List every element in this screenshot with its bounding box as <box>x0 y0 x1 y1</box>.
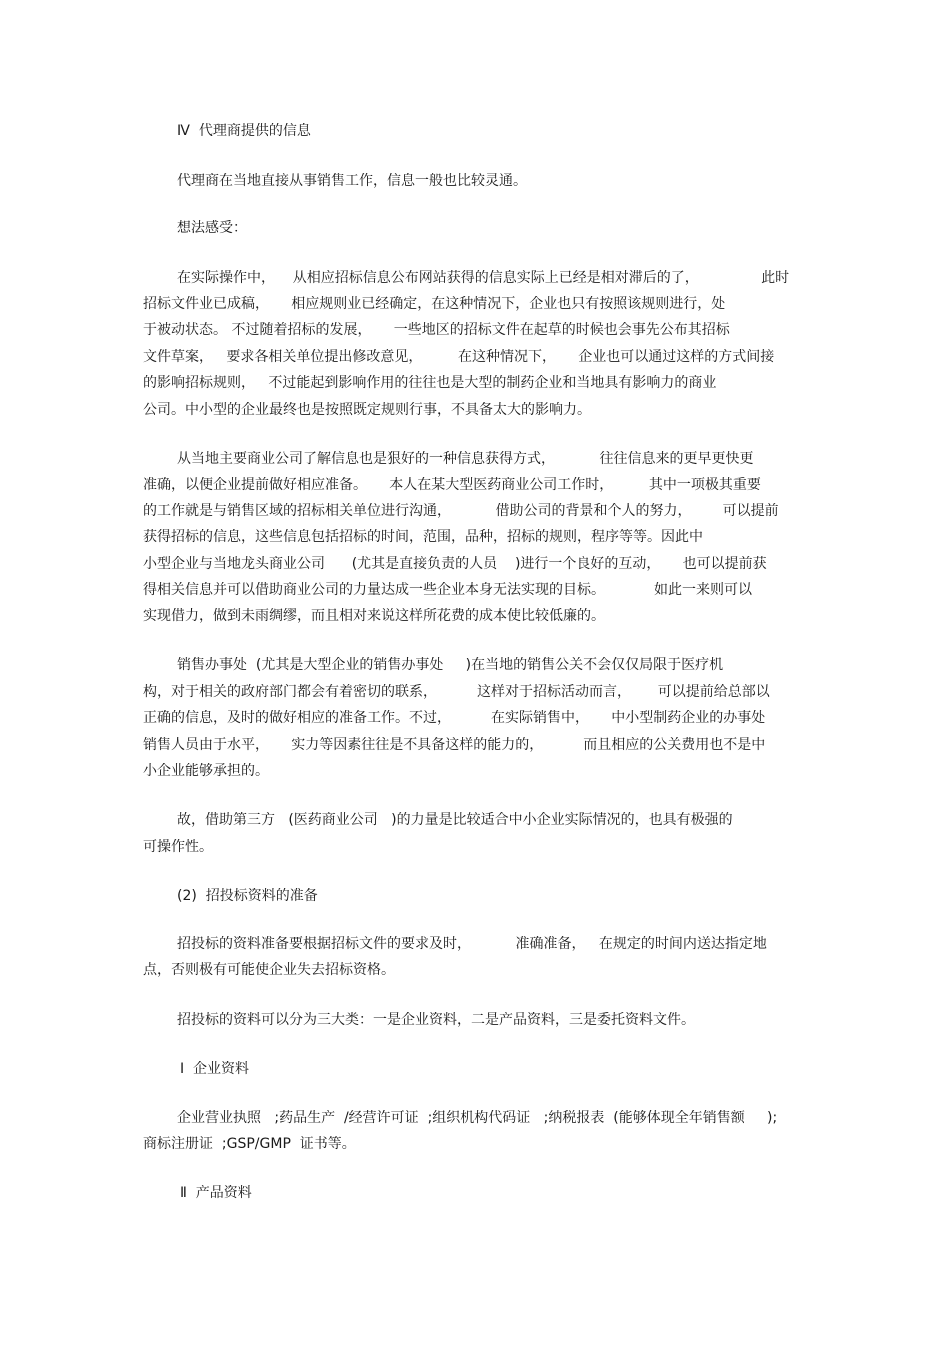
paragraph-line: 故，借助第三方 (医药商业公司 )的力量是比较适合中小企业实际情况的，也具有极强的 <box>177 812 733 828</box>
section-heading-company-docs: Ⅰ 企业资料 <box>180 1061 250 1077</box>
paragraph-line: 于被动状态。 不过随着招标的发展， 一些地区的招标文件在起草的时候也会事先公布其招标 <box>143 322 730 338</box>
paragraph-line: 构，对于相关的政府部门都会有着密切的联系， 这样对于招标活动而言， 可以提前给总部以 <box>143 684 770 700</box>
paragraph-line: 招标文件业已成稿， 相应规则业已经确定，在这种情况下，企业也只有按照该规则进行，处 <box>143 296 726 312</box>
paragraph-line: 从当地主要商业公司了解信息也是狠好的一种信息获得方式， 往往信息来的更早更快更 <box>177 451 754 467</box>
section-heading-agent-info: Ⅳ 代理商提供的信息 <box>177 123 311 139</box>
paragraph-line: 的影响招标规则， 不过能起到影响作用的往往也是大型的制药企业和当地具有影响力的商业 <box>143 375 717 391</box>
paragraph-line: 文件草案， 要求各相关单位提出修改意见， 在这种情况下， 企业也可以通过这样的方式间接 <box>143 349 775 365</box>
section-heading-bid-docs: (2) 招投标资料的准备 <box>177 888 318 904</box>
section-heading-product-docs: Ⅱ 产品资料 <box>180 1185 252 1201</box>
paragraph-line: 小企业能够承担的。 <box>143 763 269 779</box>
paragraph-bid-categories: 招投标的资料可以分为三大类：一是企业资料，二是产品资料，三是委托资料文件。 <box>177 1012 695 1028</box>
paragraph-line: 企业营业执照 ;药品生产 /经营许可证 ;组织机构代码证 ;纳税报表 (能够体现全年销售额 ); <box>177 1110 778 1126</box>
paragraph-line: 正确的信息，及时的做好相应的准备工作。不过， 在实际销售中， 中小型制药企业的办事处 <box>143 710 766 726</box>
paragraph-line: 小型企业与当地龙头商业公司 (尤其是直接负责的人员 )进行一个良好的互动， 也可以提前获 <box>143 556 767 572</box>
paragraph-line: 准确，以便企业提前做好相应准备。 本人在某大型医药商业公司工作时， 其中一项极其重要 <box>143 477 761 493</box>
paragraph-line: 点，否则极有可能使企业失去招标资格。 <box>143 962 395 978</box>
paragraph-line: 商标注册证 ;GSP/GMP 证书等。 <box>143 1136 356 1152</box>
paragraph-line: 可操作性。 <box>143 839 213 855</box>
paragraph-line: 实现借力，做到未雨绸缪，而且相对来说这样所花费的成本使比较低廉的。 <box>143 608 605 624</box>
paragraph-thoughts-label: 想法感受： <box>177 220 247 236</box>
paragraph-line: 在实际操作中， 从相应招标信息公布网站获得的信息实际上已经是相对滞后的了， 此时 <box>177 270 790 286</box>
paragraph-line: 招投标的资料准备要根据招标文件的要求及时， 准确准备， 在规定的时间内送达指定地 <box>177 936 767 952</box>
paragraph-line: 公司。中小型的企业最终也是按照既定规则行事，不具备太大的影响力。 <box>143 402 591 418</box>
paragraph-line: 获得招标的信息，这些信息包括招标的时间，范围，品种，招标的规则，程序等等。因此中 <box>143 529 703 545</box>
paragraph-line: 的工作就是与销售区域的招标相关单位进行沟通， 借助公司的背景和个人的努力， 可以提前 <box>143 503 779 519</box>
paragraph-line: 销售人员由于水平， 实力等因素往往是不具备这样的能力的， 而且相应的公关费用也不是中 <box>143 737 766 753</box>
paragraph-agent-info: 代理商在当地直接从事销售工作，信息一般也比较灵通。 <box>177 173 527 189</box>
paragraph-line: 销售办事处 (尤其是大型企业的销售办事处 )在当地的销售公关不会仅仅局限于医疗机 <box>177 657 724 673</box>
paragraph-line: 得相关信息并可以借助商业公司的力量达成一些企业本身无法实现的目标。 如此一来则可以 <box>143 582 752 598</box>
